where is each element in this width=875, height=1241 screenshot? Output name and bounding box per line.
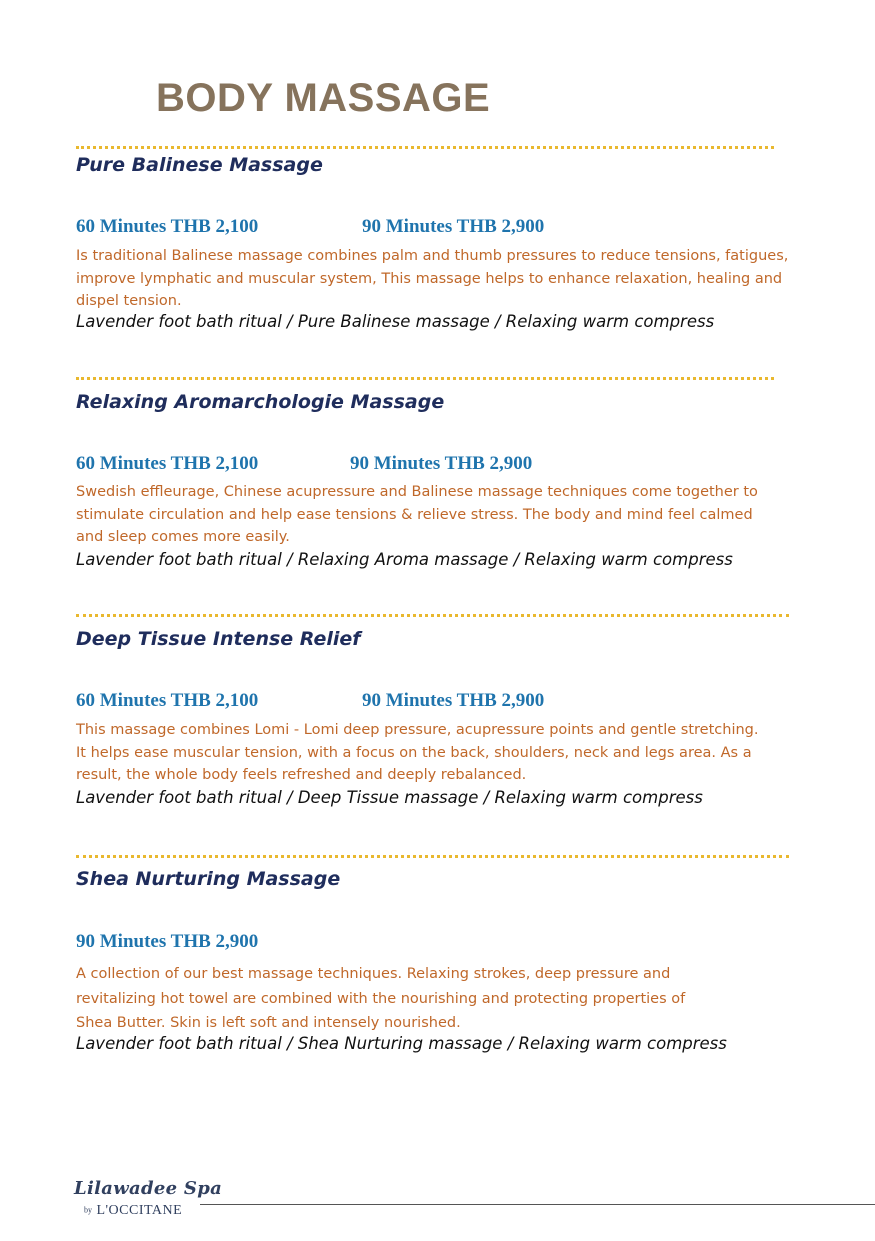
ritual-steps: Lavender foot bath ritual / Pure Balinese massage / Relaxing warm compress [76,312,715,331]
section-title: Deep Tissue Intense Relief [76,628,361,650]
description-line: This massage combines Lomi - Lomi deep pressure, acupressure points and gentle stretching. [76,722,759,738]
description-line: Swedish effleurage, Chinese acupressure and Balinese massage techniques come together to [76,484,758,500]
section-description [76,245,816,313]
description-line: A collection of our best massage techniques. Relaxing strokes, deep pressure and [76,966,671,982]
massage-section-deep-tissue [76,628,816,818]
section-description [76,962,816,1036]
section-description [76,719,816,787]
section-title: Pure Balinese Massage [76,154,323,176]
dotted-divider [76,146,774,149]
section-title: Relaxing Aromarchologie Massage [76,391,445,413]
dotted-divider [76,614,789,617]
page-title: BODY MASSAGE [156,76,491,120]
description-line: Is traditional Balinese massage combines palm and thumb pressures to reduce tensions, fatigues, [76,248,789,264]
massage-section-shea-nurturing [76,868,816,1068]
section-title: Shea Nurturing Massage [76,868,341,890]
massage-section-pure-balinese [76,154,816,344]
dotted-divider [76,855,789,858]
ritual-steps: Lavender foot bath ritual / Relaxing Aroma massage / Relaxing warm compress [76,550,733,569]
description-line: and sleep comes more easily. [76,529,290,545]
logo-brand: L'OCCITANE [96,1203,183,1218]
massage-section-relaxing-aromarchologie [76,391,816,581]
description-line: revitalizing hot towel are combined with the nourishing and protecting properties of [76,990,686,1007]
description-line: dispel tension. [76,293,182,309]
price-60-minutes: 60 Minutes THB 2,100 [76,690,259,711]
ritual-steps: Lavender foot bath ritual / Shea Nurturing massage / Relaxing warm compress [76,1034,727,1053]
price-60-minutes: 60 Minutes THB 2,100 [76,216,259,237]
dotted-divider [76,377,774,380]
description-line: improve lymphatic and muscular system, This massage helps to enhance relaxation, healing and [76,270,783,287]
description-line: stimulate circulation and help ease tensions & relieve stress. The body and mind feel calmed [76,506,753,523]
price-60-minutes: 60 Minutes THB 2,100 [76,453,259,474]
ritual-steps: Lavender foot bath ritual / Deep Tissue massage / Relaxing warm compress [76,788,703,807]
logo-by: by [84,1205,92,1215]
description-line: result, the whole body feels refreshed and deeply rebalanced. [76,767,527,783]
price-90-minutes: 90 Minutes THB 2,900 [76,931,259,952]
footer-logo [74,1178,223,1219]
price-90-minutes: 90 Minutes THB 2,900 [362,690,545,711]
logo-brand-line [84,1201,199,1219]
footer-rule [200,1204,875,1205]
description-line: Shea Butter. Skin is left soft and intensely nourished. [76,1015,461,1031]
price-90-minutes: 90 Minutes THB 2,900 [350,453,533,474]
logo-name: Lilawadee Spa [74,1178,223,1199]
description-line: It helps ease muscular tension, with a focus on the back, shoulders, neck and legs area. As a [76,744,752,761]
price-90-minutes: 90 Minutes THB 2,900 [362,216,545,237]
section-description [76,481,816,549]
